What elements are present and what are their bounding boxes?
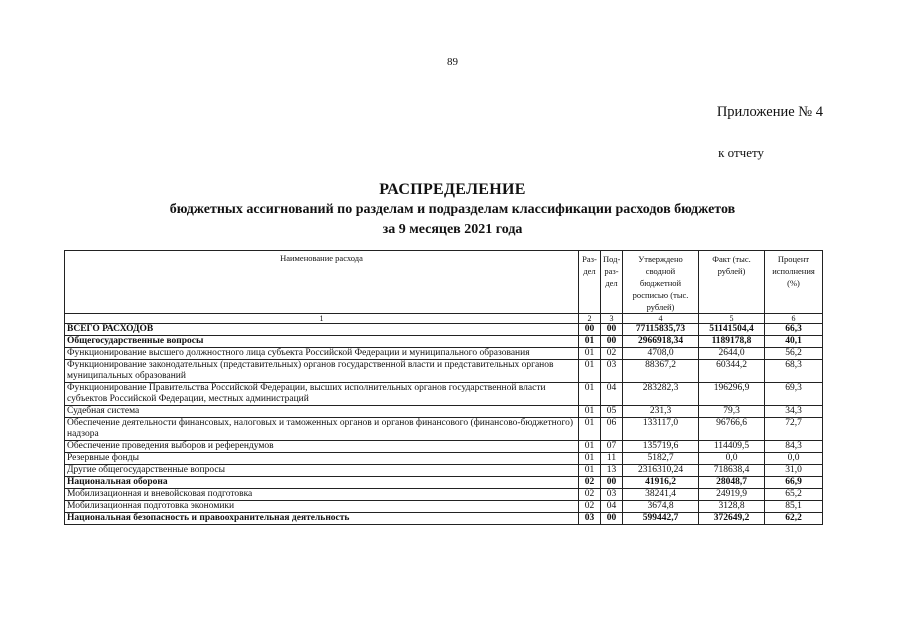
row-percent: 66,3: [765, 324, 823, 336]
header-name: Наименование расхода: [65, 251, 579, 314]
row-razdel: 01: [579, 336, 601, 348]
row-name: Мобилизационная и вневойсковая подготовка: [65, 489, 579, 501]
row-podrazdel: 11: [601, 453, 623, 465]
col-number: 3: [601, 314, 623, 324]
row-approved: 231,3: [623, 406, 699, 418]
row-approved: 4708,0: [623, 348, 699, 360]
title-line-3: за 9 месяцев 2021 года: [382, 222, 523, 237]
row-fact: 372649,2: [699, 513, 765, 525]
table-row: [65, 465, 823, 477]
row-podrazdel: 00: [601, 324, 623, 336]
row-podrazdel: 03: [601, 360, 623, 383]
row-name: Обеспечение проведения выборов и референдумов: [65, 441, 579, 453]
row-razdel: 01: [579, 348, 601, 360]
row-approved: 2966918,34: [623, 336, 699, 348]
row-podrazdel: 02: [601, 348, 623, 360]
header-approved: Утверждено сводной бюджетной росписью (тыс. рублей): [623, 251, 699, 314]
row-fact: 3128,8: [699, 501, 765, 513]
row-percent: 84,3: [765, 441, 823, 453]
row-fact: 24919,9: [699, 489, 765, 501]
row-approved: 133117,0: [623, 418, 699, 441]
row-fact: 96766,6: [699, 418, 765, 441]
row-razdel: 02: [579, 489, 601, 501]
row-name: ВСЕГО РАСХОДОВ: [65, 324, 579, 336]
row-percent: 66,9: [765, 477, 823, 489]
row-percent: 72,7: [765, 418, 823, 441]
row-approved: 77115835,73: [623, 324, 699, 336]
header-fact: Факт (тыс. рублей): [699, 251, 765, 314]
row-fact: 2644,0: [699, 348, 765, 360]
row-percent: 85,1: [765, 501, 823, 513]
col-number: 6: [765, 314, 823, 324]
row-razdel: 01: [579, 465, 601, 477]
table-row: [65, 383, 823, 406]
row-fact: 28048,7: [699, 477, 765, 489]
row-percent: 0,0: [765, 453, 823, 465]
row-razdel: 01: [579, 383, 601, 406]
row-name: Общегосударственные вопросы: [65, 336, 579, 348]
table-header-row: [65, 251, 823, 314]
row-razdel: 01: [579, 441, 601, 453]
row-percent: 69,3: [765, 383, 823, 406]
title-line-1: РАСПРЕДЕЛЕНИЕ: [379, 181, 526, 198]
table-body: [65, 324, 823, 525]
row-podrazdel: 04: [601, 383, 623, 406]
row-podrazdel: 00: [601, 336, 623, 348]
header-percent: Процент исполнения (%): [765, 251, 823, 314]
table-row: [65, 477, 823, 489]
table-row: [65, 441, 823, 453]
header-podrazdel: Под-раз-дел: [601, 251, 623, 314]
col-number: 4: [623, 314, 699, 324]
to-report-label: к отчету: [718, 145, 764, 160]
row-podrazdel: 00: [601, 513, 623, 525]
table-row: [65, 489, 823, 501]
row-fact: 196296,9: [699, 383, 765, 406]
row-razdel: 01: [579, 453, 601, 465]
row-podrazdel: 06: [601, 418, 623, 441]
row-approved: 135719,6: [623, 441, 699, 453]
row-podrazdel: 07: [601, 441, 623, 453]
col-number: 2: [579, 314, 601, 324]
row-podrazdel: 04: [601, 501, 623, 513]
table-row: [65, 418, 823, 441]
row-approved: 2316310,24: [623, 465, 699, 477]
table-row: [65, 501, 823, 513]
row-fact: 718638,4: [699, 465, 765, 477]
row-razdel: 02: [579, 477, 601, 489]
row-fact: 60344,2: [699, 360, 765, 383]
appendix-label: Приложение № 4: [716, 104, 823, 120]
row-approved: 599442,7: [623, 513, 699, 525]
row-name: Обеспечение деятельности финансовых, налоговых и таможенных органов и органов финансового (финансово-бюджетного) надзора: [65, 418, 579, 441]
table-row: [65, 406, 823, 418]
table-row: [65, 336, 823, 348]
row-approved: 5182,7: [623, 453, 699, 465]
row-name: Резервные фонды: [65, 453, 579, 465]
row-podrazdel: 05: [601, 406, 623, 418]
col-number: 5: [699, 314, 765, 324]
row-name: Функционирование Правительства Российской Федерации, высших исполнительных органов государственной власти субъектов Российской Федерации, местных администраций: [65, 383, 579, 406]
row-approved: 88367,2: [623, 360, 699, 383]
row-fact: 114409,5: [699, 441, 765, 453]
table-row: [65, 513, 823, 525]
row-razdel: 01: [579, 406, 601, 418]
row-name: Функционирование законодательных (представительных) органов государственной власти и представительных органов муниципальных образований: [65, 360, 579, 383]
row-name: Мобилизационная подготовка экономики: [65, 501, 579, 513]
row-razdel: 02: [579, 501, 601, 513]
row-razdel: 01: [579, 418, 601, 441]
page-number: 89: [447, 56, 458, 68]
row-percent: 34,3: [765, 406, 823, 418]
row-fact: 1189178,8: [699, 336, 765, 348]
row-name: Национальная оборона: [65, 477, 579, 489]
row-fact: 79,3: [699, 406, 765, 418]
row-podrazdel: 13: [601, 465, 623, 477]
row-percent: 31,0: [765, 465, 823, 477]
row-razdel: 03: [579, 513, 601, 525]
row-name: Судебная система: [65, 406, 579, 418]
row-fact: 51141504,4: [699, 324, 765, 336]
table-row: [65, 360, 823, 383]
row-percent: 68,3: [765, 360, 823, 383]
document-title: [0, 180, 905, 240]
row-approved: 41916,2: [623, 477, 699, 489]
row-percent: 62,2: [765, 513, 823, 525]
budget-table: [64, 250, 823, 525]
col-number: 1: [65, 314, 579, 324]
row-percent: 65,2: [765, 489, 823, 501]
row-razdel: 00: [579, 324, 601, 336]
header-razdel: Раз-дел: [579, 251, 601, 314]
row-name: Национальная безопасность и правоохранительная деятельность: [65, 513, 579, 525]
row-percent: 56,2: [765, 348, 823, 360]
row-approved: 3674,8: [623, 501, 699, 513]
table-row: [65, 348, 823, 360]
title-line-2: бюджетных ассигнований по разделам и подразделам классификации расходов бюджетов: [169, 202, 736, 217]
row-razdel: 01: [579, 360, 601, 383]
row-name: Функционирование высшего должностного лица субъекта Российской Федерации и муниципального образования: [65, 348, 579, 360]
row-percent: 40,1: [765, 336, 823, 348]
table-row: [65, 453, 823, 465]
row-podrazdel: 00: [601, 477, 623, 489]
row-approved: 283282,3: [623, 383, 699, 406]
column-numbers-row: [65, 314, 823, 324]
row-name: Другие общегосударственные вопросы: [65, 465, 579, 477]
table-row: [65, 324, 823, 336]
row-fact: 0,0: [699, 453, 765, 465]
row-podrazdel: 03: [601, 489, 623, 501]
row-approved: 38241,4: [623, 489, 699, 501]
